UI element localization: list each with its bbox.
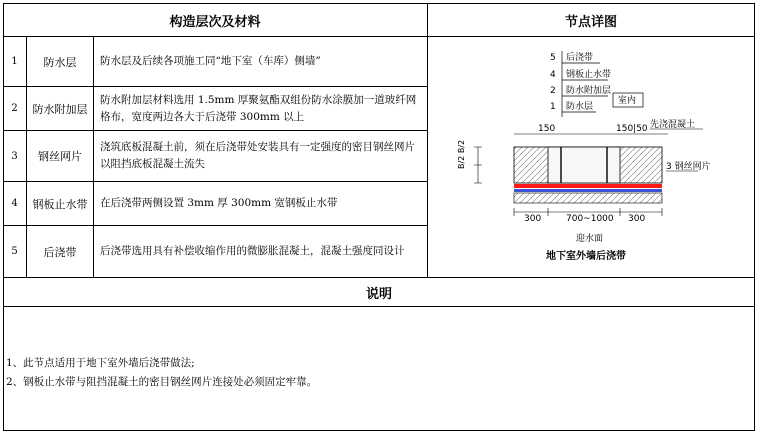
materials-header: 构造层次及材料: [169, 14, 261, 30]
row-layer-name: 防水层: [43, 55, 77, 69]
dim-bottom-left: 300: [524, 214, 542, 224]
note-item: 2、钢板止水带与阻挡混凝土的密目钢丝网片连接处必须固定牢靠。: [6, 376, 318, 388]
dim-bottom-middle: 700~1000: [566, 214, 614, 224]
notes-title-divider: [3, 306, 755, 307]
row-number: 3: [11, 150, 18, 162]
label-number: 5: [550, 53, 556, 63]
row-layer-name: 后浇带: [43, 245, 77, 259]
dim-side: B/2 B/2: [457, 139, 466, 169]
waterproof-layer: [514, 184, 662, 188]
label-text: 钢板止水带: [566, 70, 612, 80]
room-label: 室内: [618, 96, 637, 106]
row-number: 2: [11, 103, 18, 114]
detail-header: 节点详图: [564, 14, 617, 30]
row-layer-name: 钢丝网片: [38, 150, 82, 163]
note-item: 1、此节点适用于地下室外墙后浇带做法;: [6, 357, 195, 369]
row-number: 1: [11, 56, 18, 67]
row-number: 4: [11, 198, 18, 209]
post-pour-strip-drawing: [428, 37, 754, 277]
waterproof-additional-layer: [514, 189, 662, 192]
label-text: 防水层: [566, 102, 594, 112]
label-text: 防水附加层: [566, 86, 612, 96]
row-number: 5: [11, 246, 18, 257]
dim-bottom-right: 300: [628, 214, 646, 224]
row-layer-description: 浇筑底板混凝土前，须在后浇带处安装具有一定强度的密目钢丝网片以阻挡底板混凝土流失: [100, 141, 415, 170]
notes-title: 说明: [365, 286, 392, 302]
label-number: 2: [550, 86, 556, 96]
mesh-label: 3 钢丝网片: [666, 162, 711, 172]
pre-concrete-label: 先浇混凝土: [650, 120, 696, 130]
row-layer-name: 防水附加层: [32, 102, 88, 116]
row-layer-description: 后浇带选用具有补偿收缩作用的微膨胀混凝土，混凝土强度同设计: [100, 245, 405, 257]
label-number: 1: [550, 102, 556, 112]
row-layer-description: 在后浇带两侧设置 3mm 厚 300mm 宽钢板止水带: [100, 197, 338, 209]
dim-top-right: 150|50: [616, 124, 648, 134]
label-number: 4: [550, 70, 556, 80]
row-layer-description: 防水附加层材料选用 1.5mm 厚聚氨酯双组份防水涂膜加一道玻纤网格布，宽度两边各大于后浇带 300mm 以上: [100, 93, 417, 123]
row-layer-name: 钢板止水带: [32, 197, 88, 211]
facing-label: 迎水面: [576, 234, 604, 244]
cushion-layer: [514, 193, 662, 203]
post-pour-strip: [548, 147, 620, 183]
row-layer-description: 防水层及后续各项施工同“地下室（车库）侧墙”: [100, 55, 321, 67]
drawing-caption: 地下室外墙后浇带: [546, 251, 626, 262]
dim-top-left: 150: [538, 124, 556, 134]
label-text: 后浇带: [566, 53, 594, 63]
